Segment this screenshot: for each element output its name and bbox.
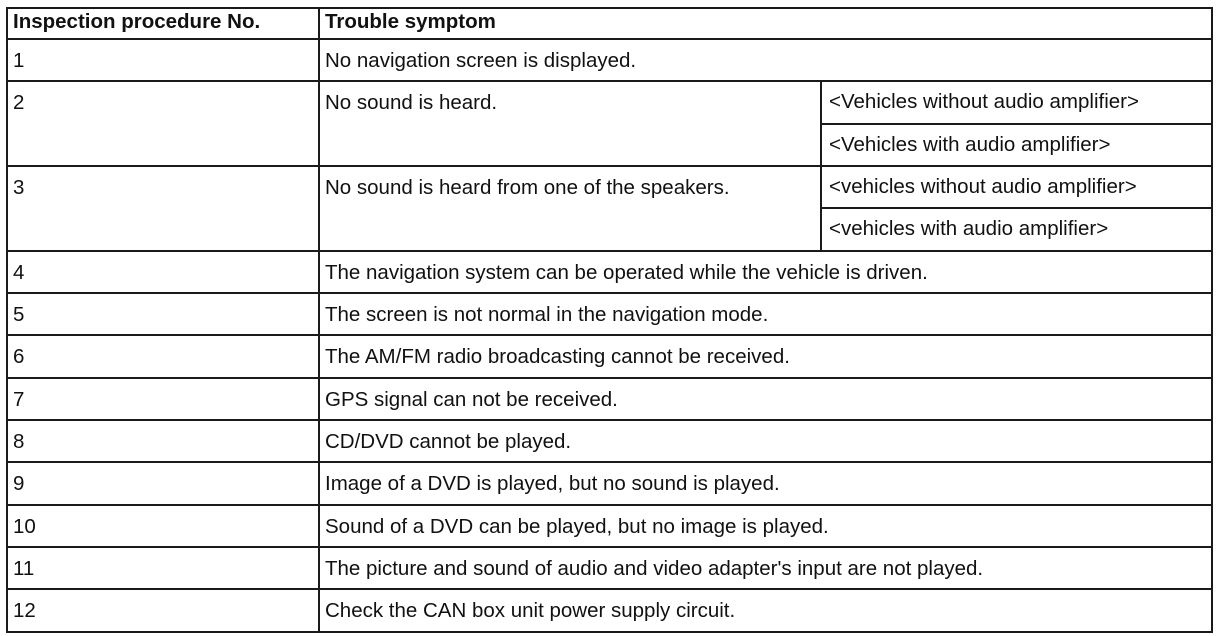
- trouble-symptom: The AM/FM radio broadcasting cannot be received.: [319, 335, 1212, 377]
- procedure-number: 11: [7, 547, 319, 589]
- trouble-symptom: No navigation screen is displayed.: [319, 39, 1212, 81]
- vehicle-condition: <Vehicles with audio amplifier>: [821, 124, 1212, 166]
- trouble-symptom: No sound is heard from one of the speakers.: [319, 166, 821, 251]
- trouble-symptom: Image of a DVD is played, but no sound is played.: [319, 462, 1212, 504]
- procedure-number: 4: [7, 251, 319, 293]
- procedure-number: 8: [7, 420, 319, 462]
- table-row: [7, 420, 1212, 462]
- trouble-symptom: The screen is not normal in the navigation mode.: [319, 293, 1212, 335]
- trouble-symptom: Sound of a DVD can be played, but no image is played.: [319, 505, 1212, 547]
- procedure-number: 12: [7, 589, 319, 632]
- inspection-procedure-table: [6, 7, 1213, 633]
- table-row: [7, 505, 1212, 547]
- vehicle-condition: <vehicles without audio amplifier>: [821, 166, 1212, 208]
- trouble-symptom: The navigation system can be operated while the vehicle is driven.: [319, 251, 1212, 293]
- table-row: [7, 462, 1212, 504]
- header-trouble-symptom: Trouble symptom: [319, 8, 1212, 39]
- table-row: [7, 293, 1212, 335]
- vehicle-condition: <Vehicles without audio amplifier>: [821, 81, 1212, 123]
- procedure-number: 3: [7, 166, 319, 251]
- procedure-number: 10: [7, 505, 319, 547]
- trouble-symptom: No sound is heard.: [319, 81, 821, 166]
- table-row: [7, 589, 1212, 632]
- table-row: [7, 39, 1212, 81]
- trouble-symptom: Check the CAN box unit power supply circuit.: [319, 589, 1212, 632]
- procedure-number: 5: [7, 293, 319, 335]
- trouble-symptom: GPS signal can not be received.: [319, 378, 1212, 420]
- header-inspection-procedure-no: Inspection procedure No.: [7, 8, 319, 39]
- procedure-number: 6: [7, 335, 319, 377]
- vehicle-condition: <vehicles with audio amplifier>: [821, 208, 1212, 250]
- table-row: [7, 335, 1212, 377]
- procedure-number: 7: [7, 378, 319, 420]
- procedure-number: 1: [7, 39, 319, 81]
- trouble-symptom: The picture and sound of audio and video adapter's input are not played.: [319, 547, 1212, 589]
- procedure-number: 2: [7, 81, 319, 166]
- table-row: [7, 378, 1212, 420]
- trouble-symptom: CD/DVD cannot be played.: [319, 420, 1212, 462]
- procedure-number: 9: [7, 462, 319, 504]
- table-header-row: [7, 8, 1212, 39]
- table-row: [7, 166, 1212, 208]
- table-row: [7, 547, 1212, 589]
- table-row: [7, 81, 1212, 123]
- table-row: [7, 251, 1212, 293]
